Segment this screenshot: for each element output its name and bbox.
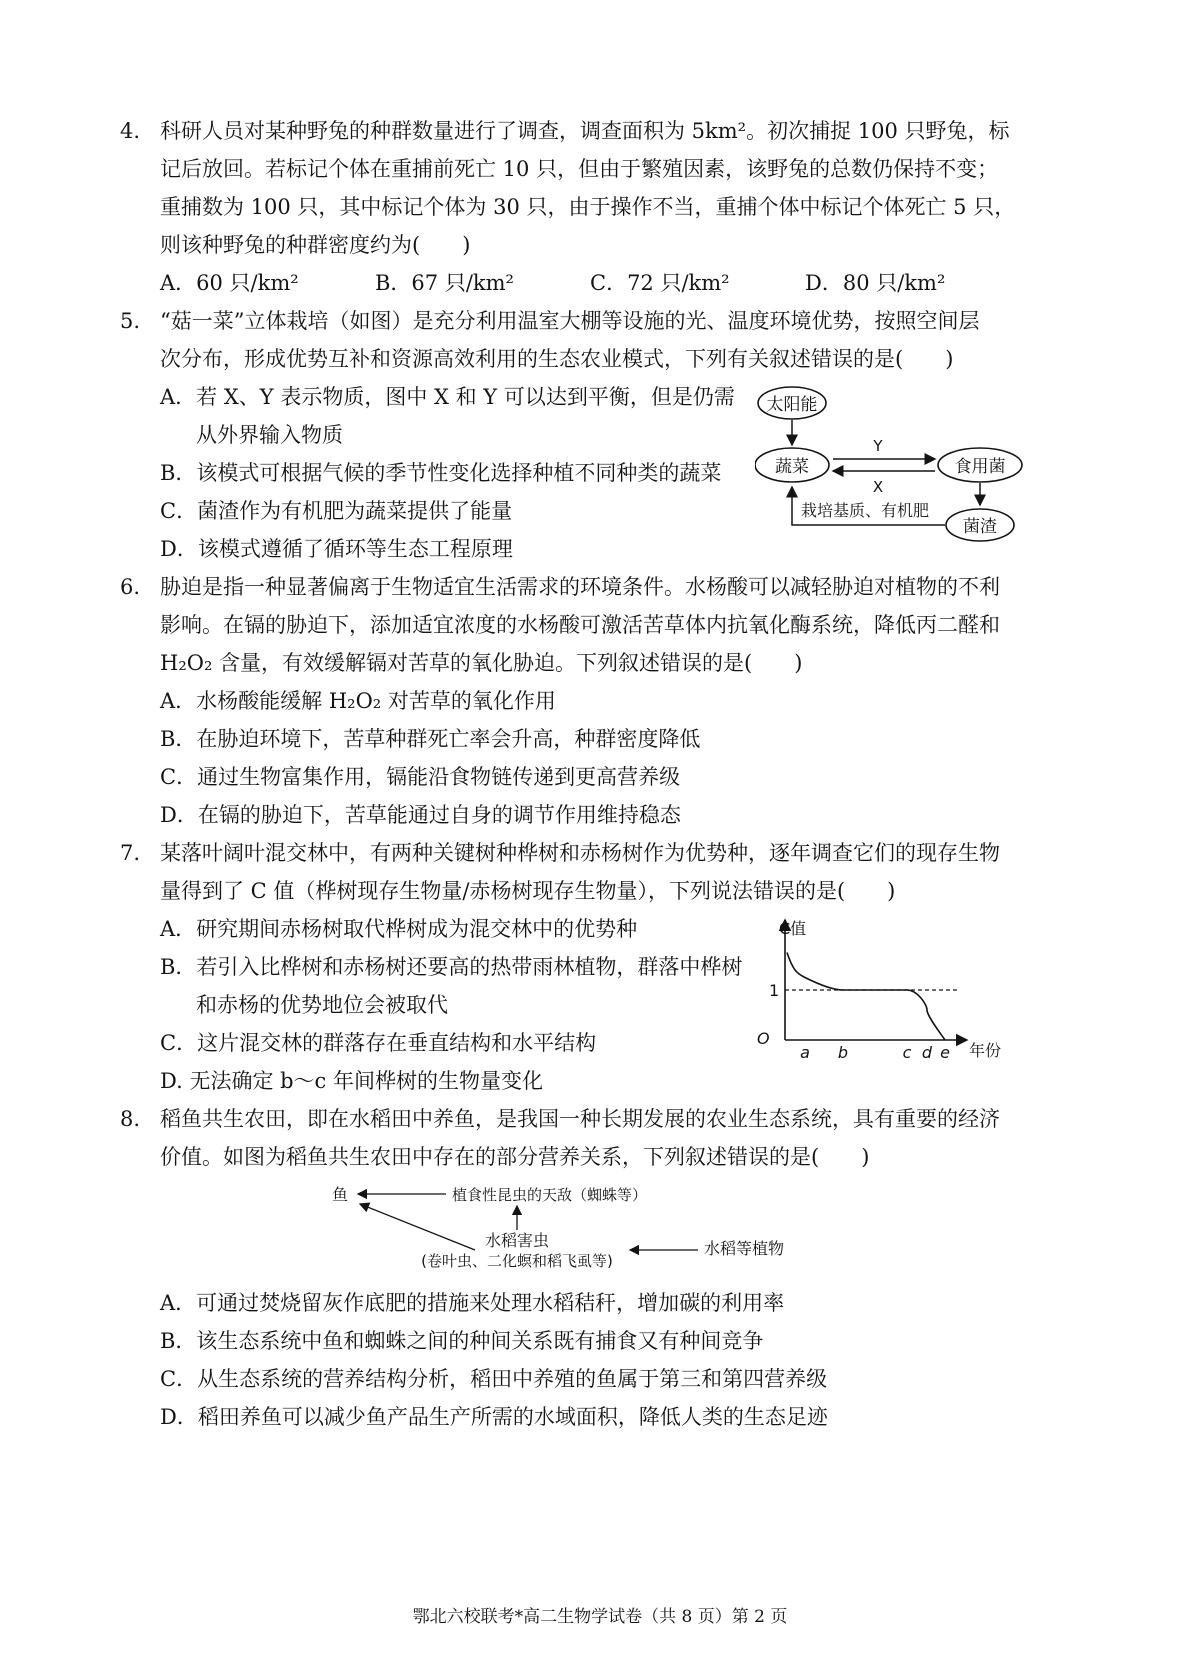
chart-x-tick-label: e [940, 1043, 950, 1062]
question-6-line: 影响。在镉的胁迫下，添加适宜浓度的水杨酸可激活苦草体内抗氧化酶系统，降低丙二醛和 [160, 613, 1000, 637]
diagram-sun-label: 太阳能 [766, 395, 818, 415]
option-a-continued: 从外界输入物质 [196, 423, 343, 447]
diagram-substrate-label: 栽培基质、有机肥 [800, 501, 930, 520]
question-4-line: 记后放回。若标记个体在重捕前死亡 10 只，但由于繁殖因素，该野兔的总数仍保持不变； [160, 157, 999, 181]
diagram-x-label: X [872, 478, 884, 496]
option-c[interactable]: C．这片混交林的群落存在垂直结构和水平结构 [160, 1031, 597, 1055]
diagram-rice-label: 水稻等植物 [704, 1239, 785, 1258]
c-value-chart [755, 912, 1015, 1067]
diagram-fungi-label: 食用菌 [954, 457, 1006, 477]
option-b[interactable]: B．在胁迫环境下，苦草种群死亡率会升高，种群密度降低 [160, 727, 701, 751]
option-a[interactable]: A．研究期间赤杨树取代桦树成为混交林中的优势种 [160, 917, 638, 941]
diagram-y-label: Y [873, 437, 883, 455]
question-5-line: 次分布，形成优势互补和资源高效利用的生态农业模式，下列有关叙述错误的是( ) [160, 347, 954, 371]
chart-y-label: C值 [779, 919, 807, 938]
option-c[interactable]: C．通过生物富集作用，镉能沿食物链传递到更高营养级 [160, 765, 681, 789]
rice-fish-food-web-diagram [330, 1178, 800, 1278]
option-a[interactable]: A．60 只/km² [160, 271, 299, 295]
page-footer: 鄂北六校联考*高二生物学试卷（共 8 页）第 2 页 [412, 1607, 788, 1627]
question-4-number: 4. [120, 119, 141, 143]
question-7-number: 7. [120, 841, 141, 865]
option-a[interactable]: A．若 X、Y 表示物质，图中 X 和 Y 可以达到平衡，但是仍需 [160, 385, 735, 409]
chart-x-tick-label: a [800, 1043, 810, 1062]
question-7-line: 某落叶阔叶混交林中，有两种关键树种桦树和赤杨树作为优势种，逐年调查它们的现存生物 [160, 841, 1000, 865]
chart-origin-label: O [757, 1029, 770, 1048]
diagram-pest-label: 水稻害虫 [484, 1231, 550, 1250]
question-8-line: 价值。如图为稻鱼共生农田中存在的部分营养关系，下列叙述错误的是( ) [160, 1145, 870, 1169]
chart-x-tick-label: c [902, 1043, 912, 1062]
question-5-number: 5. [120, 309, 141, 333]
diagram-residue-label: 菌渣 [963, 517, 997, 537]
question-8-number: 8. [120, 1107, 141, 1131]
option-b-continued: 和赤杨的优势地位会被取代 [196, 993, 448, 1017]
option-a[interactable]: A．可通过焚烧留灰作底肥的措施来处理水稻秸秆，增加碳的利用率 [160, 1291, 785, 1315]
diagram-fish-label: 鱼 [332, 1185, 349, 1204]
option-d[interactable]: D．稻田养鱼可以减少鱼产品生产所需的水域面积，降低人类的生态足迹 [160, 1405, 828, 1429]
mushroom-vegetable-diagram [755, 385, 1055, 560]
option-b[interactable]: B．该生态系统中鱼和蜘蛛之间的种间关系既有捕食又有种间竞争 [160, 1329, 764, 1353]
question-6-line: 胁迫是指一种显著偏离于生物适宜生活需求的环境条件。水杨酸可以减轻胁迫对植物的不利 [160, 575, 1000, 599]
question-4-line: 科研人员对某种野兔的种群数量进行了调查，调查面积为 5km²。初次捕捉 100 只野兔，标 [160, 119, 1010, 143]
chart-x-label: 年份 [969, 1041, 1002, 1060]
question-6-number: 6. [120, 575, 141, 599]
chart-series-line [787, 953, 945, 1041]
option-b[interactable]: B．该模式可根据气候的季节性变化选择种植不同种类的蔬菜 [160, 461, 722, 485]
question-8-line: 稻鱼共生农田，即在水稻田中养鱼，是我国一种长期发展的农业生态系统，具有重要的经济 [160, 1107, 1000, 1131]
diagram-pest-detail-label: (卷叶虫、二化螟和稻飞虱等) [421, 1252, 613, 1270]
option-c[interactable]: C．菌渣作为有机肥为蔬菜提供了能量 [160, 499, 513, 523]
chart-x-tick-label: d [921, 1043, 933, 1062]
option-b[interactable]: B．若引入比桦树和赤杨树还要高的热带雨林植物，群落中桦树 [160, 955, 743, 979]
option-c[interactable]: C．72 只/km² [590, 271, 730, 295]
option-c[interactable]: C．从生态系统的营养结构分析，稻田中养殖的鱼属于第三和第四营养级 [160, 1367, 828, 1391]
option-d[interactable]: D. 无法确定 b～c 年间桦树的生物量变化 [160, 1069, 543, 1093]
option-d[interactable]: D．80 只/km² [805, 271, 946, 295]
question-5-line: “菇一菜”立体栽培（如图）是充分利用温室大棚等设施的光、温度环境优势，按照空间层 [160, 309, 980, 333]
question-4-options [160, 268, 1060, 298]
diagram-enemy-label: 植食性昆虫的天敌（蜘蛛等） [452, 1186, 648, 1204]
chart-x-tick-label: b [837, 1043, 849, 1062]
option-b[interactable]: B．67 只/km² [375, 271, 514, 295]
option-d[interactable]: D．该模式遵循了循环等生态工程原理 [160, 537, 513, 561]
question-4-line: 则该种野兔的种群密度约为( ) [160, 233, 471, 257]
question-6-line: H₂O₂ 含量，有效缓解镉对苦草的氧化胁迫。下列叙述错误的是( ) [160, 651, 803, 675]
question-7-line: 量得到了 C 值（桦树现存生物量/赤杨树现存生物量），下列说法错误的是( ) [160, 879, 896, 903]
option-d[interactable]: D．在镉的胁迫下，苦草能通过自身的调节作用维持稳态 [160, 803, 681, 827]
question-4-line: 重捕数为 100 只，其中标记个体为 30 只，由于操作不当，重捕个体中标记个体死亡 5 只， [160, 195, 1016, 219]
chart-y-tick-label: 1 [769, 981, 780, 1000]
diagram-vegetable-label: 蔬菜 [775, 457, 809, 477]
option-a[interactable]: A．水杨酸能缓解 H₂O₂ 对苦草的氧化作用 [160, 689, 556, 713]
